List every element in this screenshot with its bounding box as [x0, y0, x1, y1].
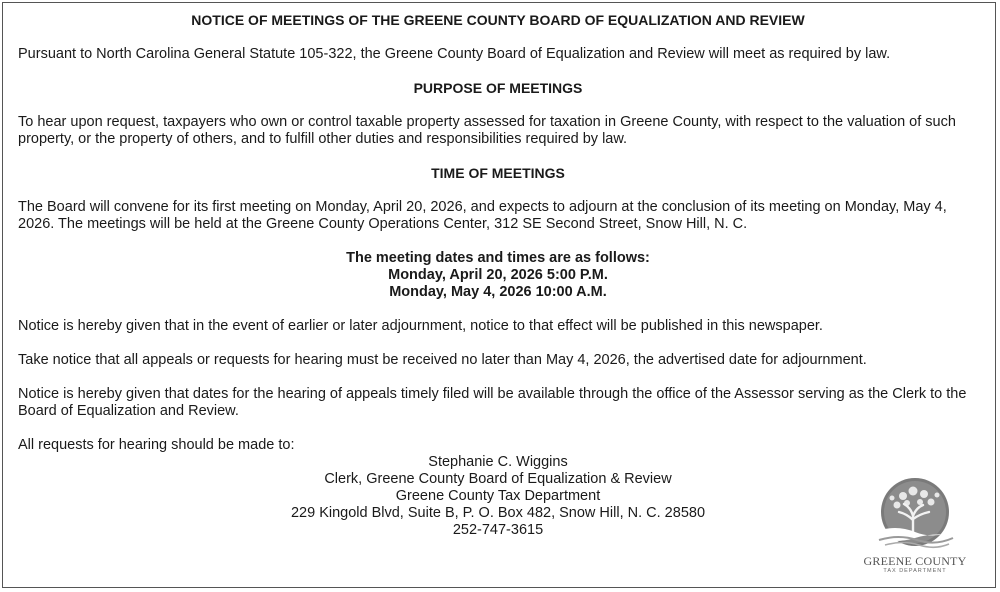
- purpose-heading: PURPOSE OF MEETINGS: [413, 80, 583, 96]
- contact-department: Greene County Tax Department: [395, 488, 601, 504]
- requests-label: All requests for hearing should be made to:: [18, 437, 295, 453]
- adjournment-paragraph: Notice is hereby given that in the event of earlier or later adjournment, notice to that effect will be published in this newspaper.: [18, 318, 823, 334]
- time-paragraph: The Board will convene for its first meeting on Monday, April 20, 2026, and expects to adjourn at the conclusion of its meeting on Monday, May 4, 2026. The meetings will be held at the Greene County Operations Center, 312 SE Second Street, Snow Hill, N. C.: [18, 199, 947, 232]
- time-heading: TIME OF MEETINGS: [431, 165, 565, 181]
- logo-name: GREENE COUNTY: [863, 554, 967, 568]
- greene-county-logo: [855, 474, 975, 582]
- contact-address: 229 Kingold Blvd, Suite B, P. O. Box 482, Snow Hill, N. C. 28580: [290, 505, 706, 521]
- schedule-item-1: Monday, April 20, 2026 5:00 P.M.: [388, 267, 608, 283]
- tree-logo-icon: [855, 474, 975, 554]
- schedule-heading: The meeting dates and times are as follows:: [346, 250, 650, 266]
- notice-document: [18, 12, 978, 539]
- contact-role: Clerk, Greene County Board of Equalization & Review: [324, 471, 672, 487]
- hearing-dates-paragraph: Notice is hereby given that dates for the hearing of appeals timely filed will be available through the office of the Assessor serving as the Clerk to the Board of Equalization and Review.: [18, 386, 967, 419]
- schedule-item-2: Monday, May 4, 2026 10:00 A.M.: [389, 284, 607, 300]
- appeals-paragraph: Take notice that all appeals or requests for hearing must be received no later than May 4, 2026, the advertised date for adjournment.: [18, 352, 867, 368]
- notice-title: NOTICE OF MEETINGS OF THE GREENE COUNTY BOARD OF EQUALIZATION AND REVIEW: [191, 12, 805, 28]
- contact-phone: 252-747-3615: [452, 522, 544, 538]
- intro-paragraph: Pursuant to North Carolina General Statute 105-322, the Greene County Board of Equalization and Review will meet as required by law.: [18, 46, 891, 62]
- contact-name: Stephanie C. Wiggins: [428, 454, 568, 470]
- purpose-paragraph: To hear upon request, taxpayers who own or control taxable property assessed for taxation in Greene County, with respect to the valuation of such property, or the property of others, and to fulfill other duties and responsibilities required by law.: [18, 114, 956, 147]
- logo-subtitle: TAX DEPARTMENT: [883, 568, 947, 574]
